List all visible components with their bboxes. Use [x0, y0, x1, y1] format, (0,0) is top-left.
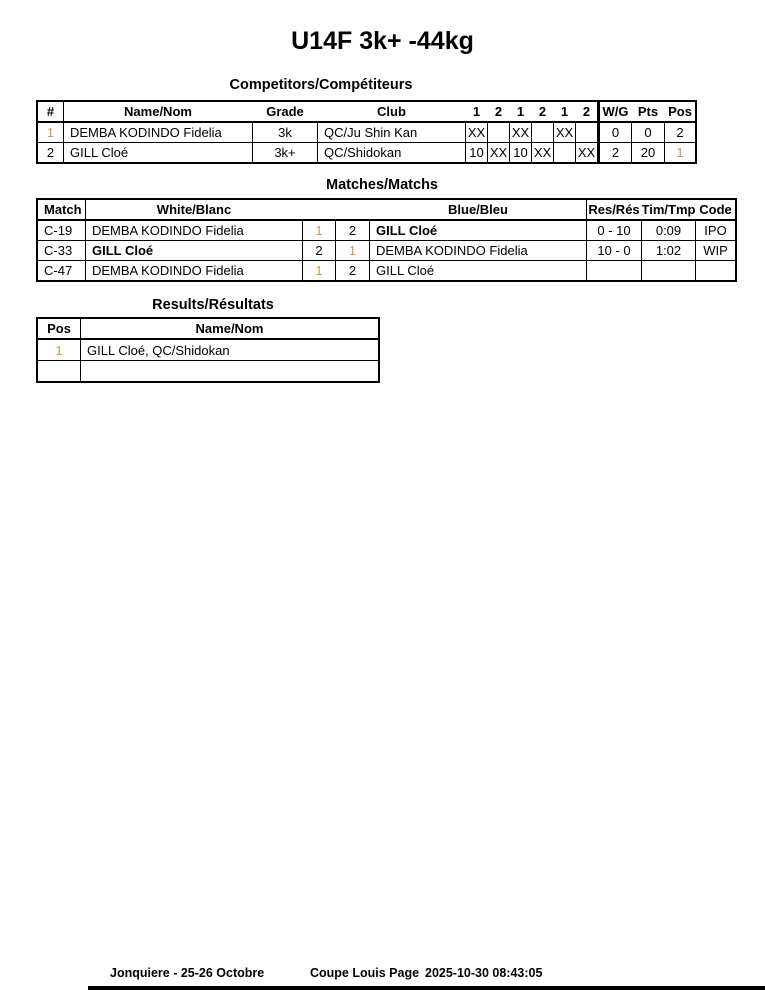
- round-score-cell: XX: [531, 143, 553, 162]
- blue-num-cell: 2: [335, 221, 369, 240]
- matches-header-row: [38, 200, 735, 221]
- round-score-cell: XX: [575, 143, 597, 162]
- competitor-club-cell: QC/Ju Shin Kan: [317, 123, 465, 142]
- competitor-club-cell: QC/Shidokan: [317, 143, 465, 162]
- competitor-row: [38, 142, 695, 162]
- match-id-cell: C-19: [44, 223, 73, 238]
- white-name-cell: DEMBA KODINDO Fidelia: [85, 221, 302, 240]
- points-cell: 0: [631, 123, 664, 142]
- header-result-name: Name/Nom: [80, 319, 378, 338]
- header-club: Club: [377, 104, 406, 119]
- blue-name-cell: GILL Cloé: [369, 221, 586, 240]
- white-num-cell: 1: [302, 261, 335, 280]
- competitor-grade-cell: 3k: [252, 123, 317, 142]
- wins-group-cell: 0: [597, 123, 631, 142]
- white-num-cell: 2: [302, 241, 335, 260]
- header-round-6: 2: [582, 104, 591, 119]
- footer-event-location: Jonquiere - 25-26 Octobre: [110, 966, 265, 980]
- header-grade: Grade: [266, 104, 304, 119]
- competitors-table: [36, 100, 697, 164]
- competitor-name-cell: GILL Cloé: [63, 143, 252, 162]
- round-score-cell: XX: [509, 123, 531, 142]
- competitors-heading: Competitors/Compétiteurs: [229, 77, 413, 93]
- white-name-cell: DEMBA KODINDO Fidelia: [85, 261, 302, 280]
- header-blue: Blue/Bleu: [448, 202, 508, 217]
- header-blue-num: [335, 200, 369, 219]
- match-row: [38, 221, 735, 240]
- results-header-row: [38, 319, 378, 340]
- match-row: [38, 240, 735, 260]
- competitor-row: [38, 123, 695, 142]
- competitors-header-row: [38, 102, 695, 123]
- result-row: [38, 340, 378, 360]
- white-num-cell: 1: [302, 221, 335, 240]
- results-heading: Results/Résultats: [152, 297, 274, 313]
- result-name-cell: [80, 361, 378, 381]
- header-white-num: [302, 200, 335, 219]
- header-time: Tim/Tmp: [641, 202, 695, 217]
- header-round-2: 2: [494, 104, 503, 119]
- round-score-cell: 10: [465, 143, 487, 162]
- header-code: Code: [699, 202, 732, 217]
- round-score-cell: [531, 123, 553, 142]
- competitor-name-cell: DEMBA KODINDO Fidelia: [63, 123, 252, 142]
- competitor-grade-cell: 3k+: [252, 143, 317, 162]
- results-table: [36, 317, 380, 383]
- code-cell: WIP: [695, 241, 735, 260]
- round-score-cell: [553, 143, 575, 162]
- footer-event-name: Coupe Louis Page: [310, 966, 420, 980]
- result-name-cell: GILL Cloé, QC/Shidokan: [80, 340, 378, 360]
- header-white: White/Blanc: [85, 200, 302, 219]
- header-name: Name/Nom: [63, 102, 252, 121]
- result-cell: [586, 261, 641, 280]
- result-pos-cell: [38, 361, 80, 381]
- header-pos: Pos: [47, 321, 71, 336]
- white-name-cell: GILL Cloé: [85, 241, 302, 260]
- match-row: [38, 260, 735, 280]
- header-wins-group: W/G: [597, 102, 631, 121]
- matches-heading: Matches/Matchs: [325, 177, 439, 193]
- blue-name-cell: GILL Cloé: [369, 261, 586, 280]
- points-cell: 20: [631, 143, 664, 162]
- round-score-cell: XX: [465, 123, 487, 142]
- competitor-number-cell: 1: [46, 125, 55, 140]
- code-cell: IPO: [695, 221, 735, 240]
- result-pos-cell: 1: [55, 342, 63, 358]
- matches-table: [36, 198, 737, 282]
- competitor-number-cell: 2: [46, 145, 55, 160]
- round-score-cell: [487, 123, 509, 142]
- round-score-cell: XX: [553, 123, 575, 142]
- round-score-cell: XX: [487, 143, 509, 162]
- header-match: Match: [44, 202, 82, 217]
- position-cell: 1: [664, 143, 695, 162]
- header-result: Res/Rés: [586, 200, 641, 219]
- result-cell: 0 - 10: [586, 221, 641, 240]
- header-round-5: 1: [560, 104, 569, 119]
- blue-num-cell: 2: [335, 261, 369, 280]
- header-round-4: 2: [538, 104, 547, 119]
- round-score-cell: 10: [509, 143, 531, 162]
- code-cell: [695, 261, 735, 280]
- time-cell: 0:09: [641, 221, 695, 240]
- blue-name-cell: DEMBA KODINDO Fidelia: [369, 241, 586, 260]
- footer-print-timestamp: 2025-10-30 08:43:05: [425, 966, 543, 980]
- round-score-cell: [575, 123, 597, 142]
- match-id-cell: C-33: [44, 243, 73, 258]
- header-round-1: 1: [472, 104, 481, 119]
- header-points: Pts: [637, 104, 659, 119]
- time-cell: [641, 261, 695, 280]
- wins-group-cell: 2: [597, 143, 631, 162]
- header-position: Pos: [668, 104, 692, 119]
- blue-num-cell: 1: [335, 241, 369, 260]
- bottom-edge-bar: [88, 986, 765, 990]
- page-title: U14F 3k+ -44kg: [291, 27, 474, 55]
- header-number: #: [46, 104, 55, 119]
- result-row: [38, 360, 378, 381]
- match-id-cell: C-47: [44, 263, 73, 278]
- header-round-3: 1: [516, 104, 525, 119]
- position-cell: 2: [664, 123, 695, 142]
- time-cell: 1:02: [641, 241, 695, 260]
- result-cell: 10 - 0: [586, 241, 641, 260]
